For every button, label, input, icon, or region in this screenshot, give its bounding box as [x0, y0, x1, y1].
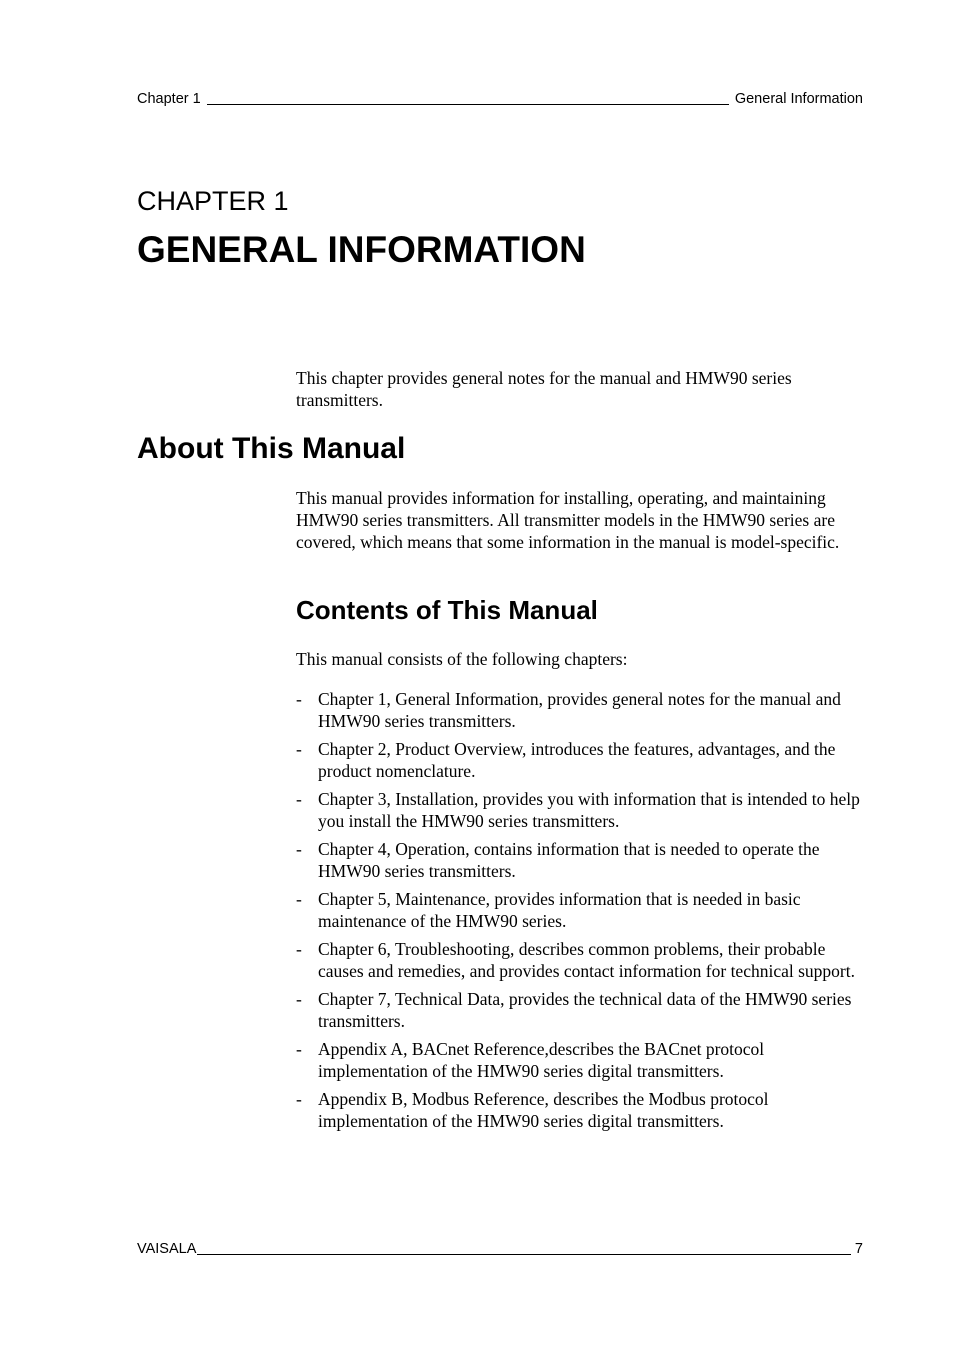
list-bullet: - [296, 989, 302, 1009]
contents-intro-paragraph: This manual consists of the following chapters: [296, 649, 628, 669]
list-item-text: Appendix B, Modbus Reference, describes the Modbus protocol implementation of the HMW90 series digital transmitters. [318, 1089, 769, 1131]
section-heading-about: About This Manual [137, 432, 406, 465]
list-item-text: Chapter 4, Operation, contains information that is needed to operate the HMW90 series transmitters. [318, 839, 820, 881]
list-bullet: - [296, 1039, 302, 1059]
chapter-title: GENERAL INFORMATION [137, 229, 586, 270]
footer-company-name: VAISALA [137, 1241, 197, 1257]
list-bullet: - [296, 739, 302, 759]
list-bullet: - [296, 1089, 302, 1109]
list-item [296, 988, 862, 1032]
list-item [296, 888, 862, 932]
list-item [296, 738, 862, 782]
list-bullet: - [296, 689, 302, 709]
running-header [137, 90, 863, 108]
running-footer [137, 1240, 863, 1258]
list-item-text: Chapter 3, Installation, provides you with information that is intended to help you install the HMW90 series transmitters. [318, 789, 860, 831]
list-item-text: Chapter 6, Troubleshooting, describes common problems, their probable causes and remedies, and provides contact information for technical support. [318, 939, 855, 981]
header-rule [207, 104, 729, 105]
list-item [296, 1088, 862, 1132]
list-item-text: Appendix A, BACnet Reference,describes the BACnet protocol implementation of the HMW90 series digital transmitters. [318, 1039, 765, 1081]
list-item-text: Chapter 1, General Information, provides general notes for the manual and HMW90 series transmitters. [318, 689, 841, 731]
list-item [296, 838, 862, 882]
list-item-text: Chapter 2, Product Overview, introduces the features, advantages, and the product nomenclature. [318, 739, 836, 781]
page-number: 7 [854, 1241, 863, 1257]
list-bullet: - [296, 839, 302, 859]
list-item-text: Chapter 5, Maintenance, provides information that is needed in basic maintenance of the HMW90 series. [318, 889, 801, 931]
footer-rule [197, 1254, 851, 1255]
list-bullet: - [296, 789, 302, 809]
header-section-title: General Information [734, 91, 863, 107]
list-item-text: Chapter 7, Technical Data, provides the technical data of the HMW90 series transmitters. [318, 989, 852, 1031]
list-item [296, 788, 862, 832]
subsection-heading-contents: Contents of This Manual [296, 595, 598, 625]
list-bullet: - [296, 939, 302, 959]
list-item [296, 1038, 862, 1082]
list-item [296, 938, 862, 982]
about-paragraph: This manual provides information for installing, operating, and maintaining HMW90 series transmitters. All transmitter models in the HMW90 series are covered, which means that some information in the manual is model-specific. [296, 488, 840, 552]
list-item [296, 688, 862, 732]
chapter-list [296, 688, 862, 1138]
chapter-number: CHAPTER 1 [137, 186, 289, 216]
list-bullet: - [296, 889, 302, 909]
header-chapter-label: Chapter 1 [137, 91, 201, 107]
chapter-intro-paragraph: This chapter provides general notes for the manual and HMW90 series transmitters. [296, 368, 792, 410]
